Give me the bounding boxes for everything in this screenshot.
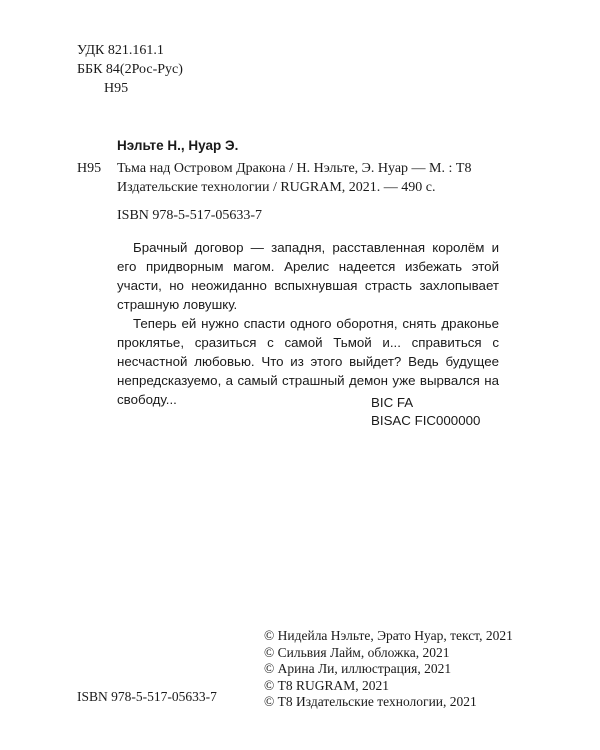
annotation: [117, 238, 499, 409]
author-side-code: Н95: [77, 161, 102, 176]
author-code: Н95: [104, 81, 129, 96]
isbn-footer: ISBN 978-5-517-05633-7: [77, 689, 217, 704]
copyright-line: © Сильвия Лайм, обложка, 2021: [264, 644, 450, 660]
authors-heading: Нэльте Н., Нуар Э.: [117, 138, 239, 153]
copyright-line: © Т8 RUGRAM, 2021: [264, 677, 390, 693]
bic-code: BIC FA: [371, 395, 414, 410]
copyright-block: [264, 628, 513, 711]
annotation-paragraph: Брачный договор — западня, расставленная королём и его придворным магом. Арелис надеется избежать этой участи, но неожиданно вспыхнувшая страсть захлопывает страшную ловушку.: [117, 240, 499, 312]
bibliographic-line-2: Издательские технологии / RUGRAM, 2021. — 490 с.: [117, 180, 436, 195]
bbk-code: ББК 84(2Рос-Рус): [77, 62, 183, 77]
udc-code: УДК 821.161.1: [77, 43, 164, 58]
bisac-code: BISAC FIC000000: [371, 413, 481, 428]
copyright-line: © Т8 Издательские технологии, 2021: [264, 694, 477, 709]
copyright-line: © Нидейла Нэльте, Эрато Нуар, текст, 2021: [264, 628, 513, 643]
annotation-paragraph: Теперь ей нужно спасти одного оборотня, снять драконье проклятье, сразиться с самой Тьмой и... справиться с несчастной любовью. Что из этого выйдет? Ведь будущее непредсказуемо, а самый страшный демон уже вырвался на свободу...: [117, 316, 499, 407]
isbn-record: ISBN 978-5-517-05633-7: [117, 208, 263, 223]
copyright-line: © Арина Ли, иллюстрация, 2021: [264, 661, 452, 676]
bibliographic-line-1: Тьма над Островом Дракона / Н. Нэльте, Э. Нуар — М. : Т8: [117, 161, 472, 176]
